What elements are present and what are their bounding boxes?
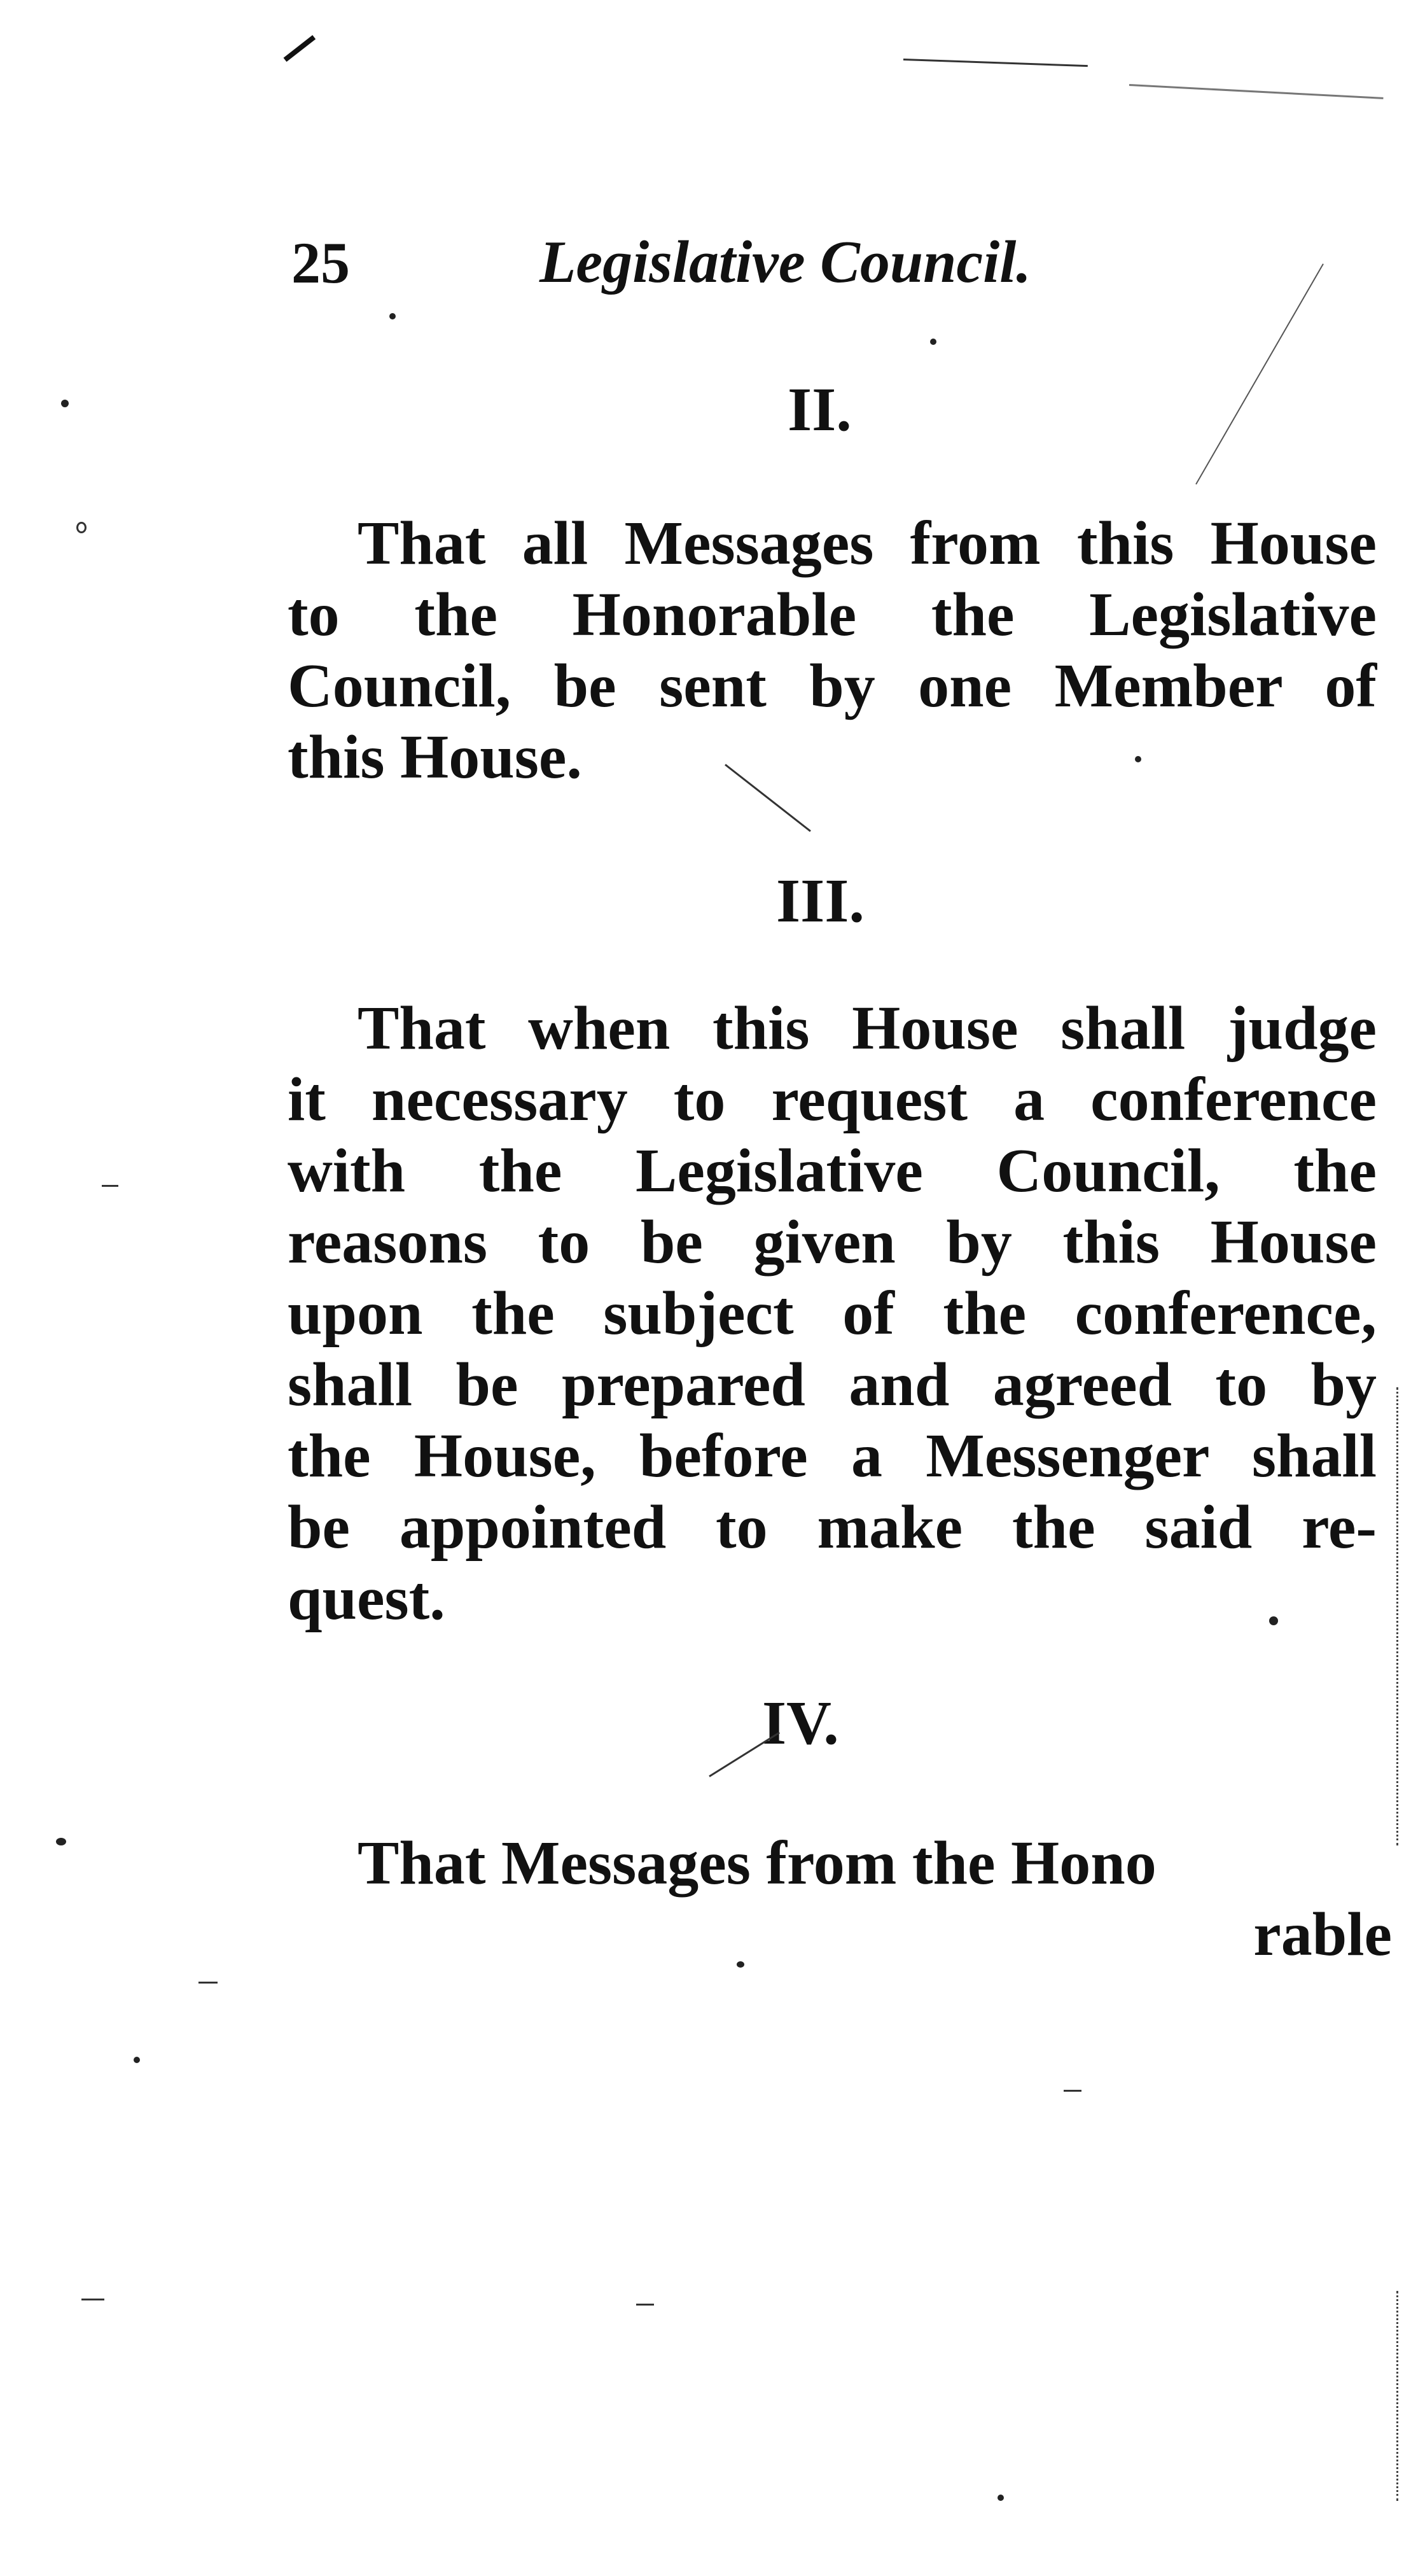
- margin-bleed: [1396, 1387, 1405, 1845]
- scan-mark: [636, 2304, 654, 2306]
- scan-mark: [102, 1185, 118, 1187]
- section-numeral-iv: IV.: [762, 1689, 839, 1758]
- scan-mark: [1195, 263, 1324, 484]
- section-iii-line-2: it necessary to request a conference: [288, 1065, 1377, 1134]
- section-ii-line-2: to the Honorable the Legislative: [288, 580, 1377, 649]
- section-iii-line-7: the House, before a Messenger shall: [288, 1422, 1377, 1490]
- section-numeral-ii: II.: [788, 375, 852, 444]
- scan-mark: [1129, 84, 1384, 99]
- scan-speck: [134, 2057, 140, 2063]
- section-iii-line-1: That when this House shall judge: [358, 994, 1377, 1063]
- section-ii-line-3: Council, be sent by one Member of: [288, 652, 1377, 720]
- page-number: 25: [291, 230, 350, 295]
- scan-mark: [198, 1982, 218, 1984]
- section-ii-line-4: this House.: [288, 723, 582, 792]
- section-iii-line-5: upon the subject of the conference,: [288, 1279, 1377, 1348]
- section-iii-line-8: be appointed to make the said re-: [288, 1493, 1377, 1562]
- section-iii-line-4: reasons to be given by this House: [288, 1208, 1377, 1277]
- section-iv-line-1: That Messages from the Hono: [358, 1829, 1157, 1898]
- section-iii-line-3: with the Legislative Council, the: [288, 1137, 1377, 1205]
- scan-speck: [389, 313, 396, 319]
- scan-speck: [76, 522, 87, 533]
- scan-speck: [1269, 1616, 1278, 1625]
- scan-mark: [1064, 2090, 1081, 2092]
- section-iii-line-9: quest.: [288, 1564, 445, 1633]
- catchword: rable: [1253, 1900, 1392, 1969]
- scan-speck: [56, 1838, 66, 1845]
- scan-speck: [737, 1961, 744, 1968]
- section-ii-line-1: That all Messages from this House: [358, 509, 1377, 578]
- running-title: Legislative Council.: [539, 229, 1031, 295]
- scan-mark: [903, 59, 1088, 67]
- scan-mark: [284, 35, 316, 62]
- margin-bleed: [1396, 2291, 1405, 2501]
- scan-speck: [930, 339, 936, 345]
- scan-speck: [998, 2495, 1004, 2501]
- scan-speck: [61, 400, 69, 407]
- scan-mark: [81, 2299, 104, 2300]
- section-numeral-iii: III.: [776, 867, 865, 935]
- scan-speck: [1135, 756, 1141, 762]
- section-iii-line-6: shall be prepared and agreed to by: [288, 1350, 1377, 1419]
